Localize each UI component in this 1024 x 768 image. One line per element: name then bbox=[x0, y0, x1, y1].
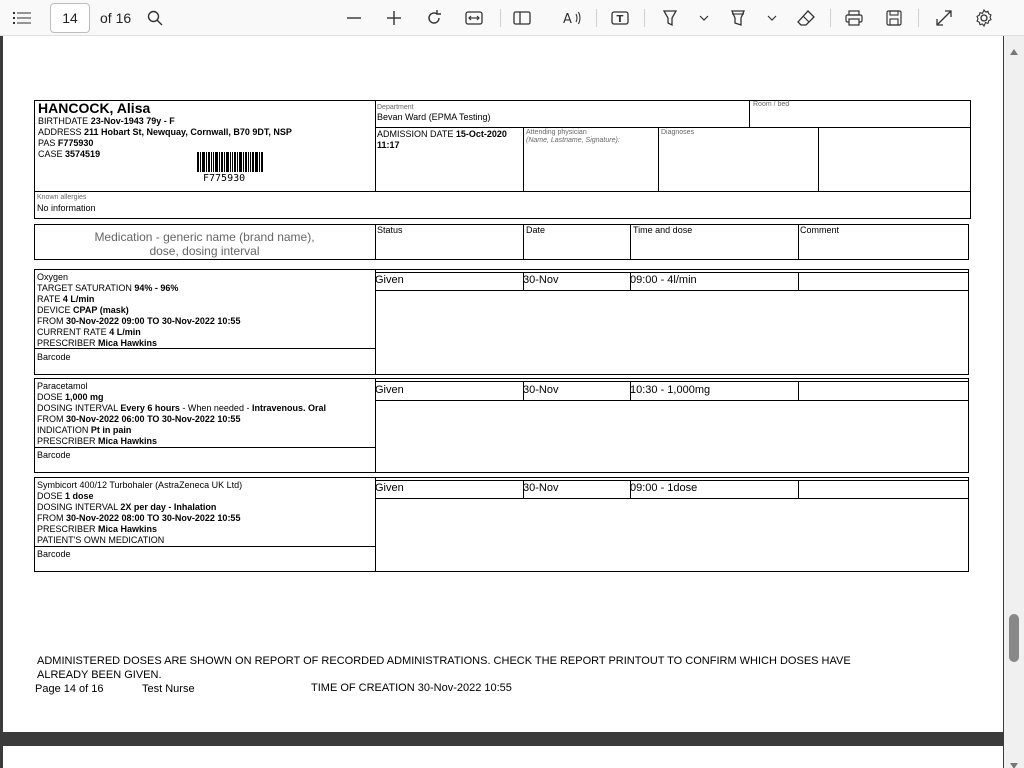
search-icon[interactable] bbox=[142, 4, 168, 32]
toolbar-divider bbox=[500, 9, 501, 27]
svg-text:T: T bbox=[616, 14, 624, 25]
medication-detail: PRESCRIBER Mica Hawkins bbox=[37, 436, 158, 446]
save-icon[interactable] bbox=[880, 4, 908, 32]
physician-hint: (Name, Lastname, Signature): bbox=[526, 137, 620, 144]
medication-detail: DOSE 1 dose bbox=[37, 491, 94, 501]
medication-detail: DEVICE CPAP (mask) bbox=[37, 305, 129, 315]
scrollbar-thumb[interactable] bbox=[1009, 614, 1019, 662]
medication-detail: DOSING INTERVAL 2X per day - Inhalation bbox=[37, 502, 217, 512]
fit-width-icon[interactable] bbox=[460, 4, 488, 32]
page-footer-number: Page 14 of 16 bbox=[35, 683, 104, 695]
table-of-contents-icon[interactable] bbox=[8, 4, 36, 32]
diagnoses-label: Diagnoses bbox=[661, 129, 695, 136]
room-bed-label: Room / bed bbox=[753, 101, 790, 108]
pdf-page bbox=[3, 36, 1003, 732]
patient-case: CASE 3574519 bbox=[38, 149, 101, 159]
chevron-down-icon[interactable] bbox=[762, 4, 782, 32]
medication-detail: CURRENT RATE 4 L/min bbox=[37, 327, 141, 337]
administration-status: Given bbox=[375, 384, 404, 396]
read-aloud-icon[interactable] bbox=[558, 4, 586, 32]
patient-name: HANCOCK, Alisa bbox=[38, 100, 151, 116]
medication-detail: FROM 30-Nov-2022 09:00 TO 30-Nov-2022 10:55 bbox=[37, 316, 241, 326]
comment-column-header: Comment bbox=[800, 225, 840, 235]
allergies-box bbox=[34, 191, 971, 219]
eraser-icon[interactable] bbox=[792, 4, 820, 32]
rotate-icon[interactable] bbox=[420, 4, 448, 32]
medication-detail: PRESCRIBER Mica Hawkins bbox=[37, 524, 158, 534]
page-total-label: of 16 bbox=[100, 10, 132, 26]
toolbar-divider bbox=[830, 9, 831, 27]
draw-icon[interactable] bbox=[656, 4, 684, 32]
zoom-out-icon[interactable] bbox=[340, 4, 368, 32]
physician-label: Attending physician bbox=[526, 129, 587, 136]
administration-time-dose: 10:30 - 1,000mg bbox=[630, 384, 711, 396]
medication-name: Paracetamol bbox=[37, 381, 88, 391]
time-dose-column-header: Time and dose bbox=[633, 225, 693, 235]
medication-detail: PATIENT'S OWN MEDICATION bbox=[37, 535, 165, 545]
department-label: Department bbox=[377, 104, 414, 111]
patient-pas: PAS F775930 bbox=[38, 138, 94, 148]
patient-barcode bbox=[197, 152, 264, 172]
page-number-input[interactable]: 14 bbox=[50, 3, 90, 33]
administration-date: 30-Nov bbox=[523, 482, 559, 494]
administration-notice: ADMINISTERED DOSES ARE SHOWN ON REPORT OF RECORDED ADMINISTRATIONS. CHECK THE REPORT PRINTOUT TO CONFIRM WHICH DOSES HAVE ALREADY BEEN GIVEN. bbox=[37, 655, 851, 681]
medication-detail: RATE 4 L/min bbox=[37, 294, 95, 304]
settings-gear-icon[interactable] bbox=[970, 4, 998, 32]
toolbar-divider bbox=[918, 9, 919, 27]
print-icon[interactable] bbox=[840, 4, 868, 32]
medication-detail: FROM 30-Nov-2022 08:00 TO 30-Nov-2022 10:55 bbox=[37, 513, 241, 523]
page-view-icon[interactable] bbox=[508, 4, 536, 32]
allergies-label: Known allergies bbox=[37, 194, 87, 201]
toolbar-divider bbox=[596, 9, 597, 27]
fullscreen-icon[interactable] bbox=[930, 4, 958, 32]
barcode-label: Barcode bbox=[37, 352, 71, 362]
patient-birthdate: BIRTHDATE 23-Nov-1943 79y - F bbox=[38, 116, 175, 126]
allergies-value: No information bbox=[37, 203, 96, 213]
page-footer-user: Test Nurse bbox=[142, 683, 195, 695]
barcode-label: Barcode bbox=[37, 549, 71, 559]
medication-detail: FROM 30-Nov-2022 06:00 TO 30-Nov-2022 10:55 bbox=[37, 414, 241, 424]
medication-detail: INDICATION Pt in pain bbox=[37, 425, 132, 435]
department-value: Bevan Ward (EPMA Testing) bbox=[377, 112, 491, 122]
chevron-down-icon[interactable] bbox=[694, 4, 714, 32]
status-column-header: Status bbox=[377, 225, 403, 235]
page-footer-creation-time: TIME OF CREATION 30-Nov-2022 10:55 bbox=[311, 682, 512, 694]
svg-text:A: A bbox=[563, 12, 572, 26]
medication-detail: TARGET SATURATION 94% - 96% bbox=[37, 283, 179, 293]
medication-name: Oxygen bbox=[37, 272, 69, 282]
patient-header-box bbox=[34, 100, 971, 192]
admission-date: ADMISSION DATE 15-Oct-2020 bbox=[377, 129, 507, 139]
date-column-header: Date bbox=[526, 225, 546, 235]
medication-column-header: Medication - generic name (brand name), dose, dosing interval bbox=[94, 230, 315, 258]
patient-address: ADDRESS 211 Hobart St, Newquay, Cornwall, B70 9DT, NSP bbox=[38, 127, 292, 137]
scroll-down-arrow-icon[interactable] bbox=[1010, 756, 1018, 762]
medication-row bbox=[34, 378, 969, 473]
pdf-toolbar bbox=[0, 0, 1024, 36]
administration-status: Given bbox=[375, 274, 404, 286]
zoom-in-icon[interactable] bbox=[380, 4, 408, 32]
medication-detail: DOSE 1,000 mg bbox=[37, 392, 104, 402]
toolbar-divider bbox=[644, 9, 645, 27]
administration-time-dose: 09:00 - 4l/min bbox=[630, 274, 697, 286]
medication-detail: PRESCRIBER Mica Hawkins bbox=[37, 338, 158, 348]
administration-status: Given bbox=[375, 482, 404, 494]
administration-time-dose: 09:00 - 1dose bbox=[630, 482, 698, 494]
admission-time: 11:17 bbox=[377, 140, 400, 150]
scroll-up-arrow-icon[interactable] bbox=[1010, 42, 1018, 48]
highlight-icon[interactable] bbox=[724, 4, 752, 32]
barcode-label: Barcode bbox=[37, 450, 71, 460]
medication-name: Symbicort 400/12 Turbohaler (AstraZeneca UK Ltd) bbox=[37, 480, 243, 490]
barcode-text: F775930 bbox=[203, 173, 246, 184]
medication-detail: DOSING INTERVAL Every 6 hours - When needed - Intravenous. Oral bbox=[37, 403, 326, 413]
text-box-icon[interactable] bbox=[606, 4, 634, 32]
medication-row bbox=[34, 477, 969, 572]
administration-date: 30-Nov bbox=[523, 274, 559, 286]
administration-date: 30-Nov bbox=[523, 384, 559, 396]
next-pdf-page bbox=[3, 746, 1003, 768]
